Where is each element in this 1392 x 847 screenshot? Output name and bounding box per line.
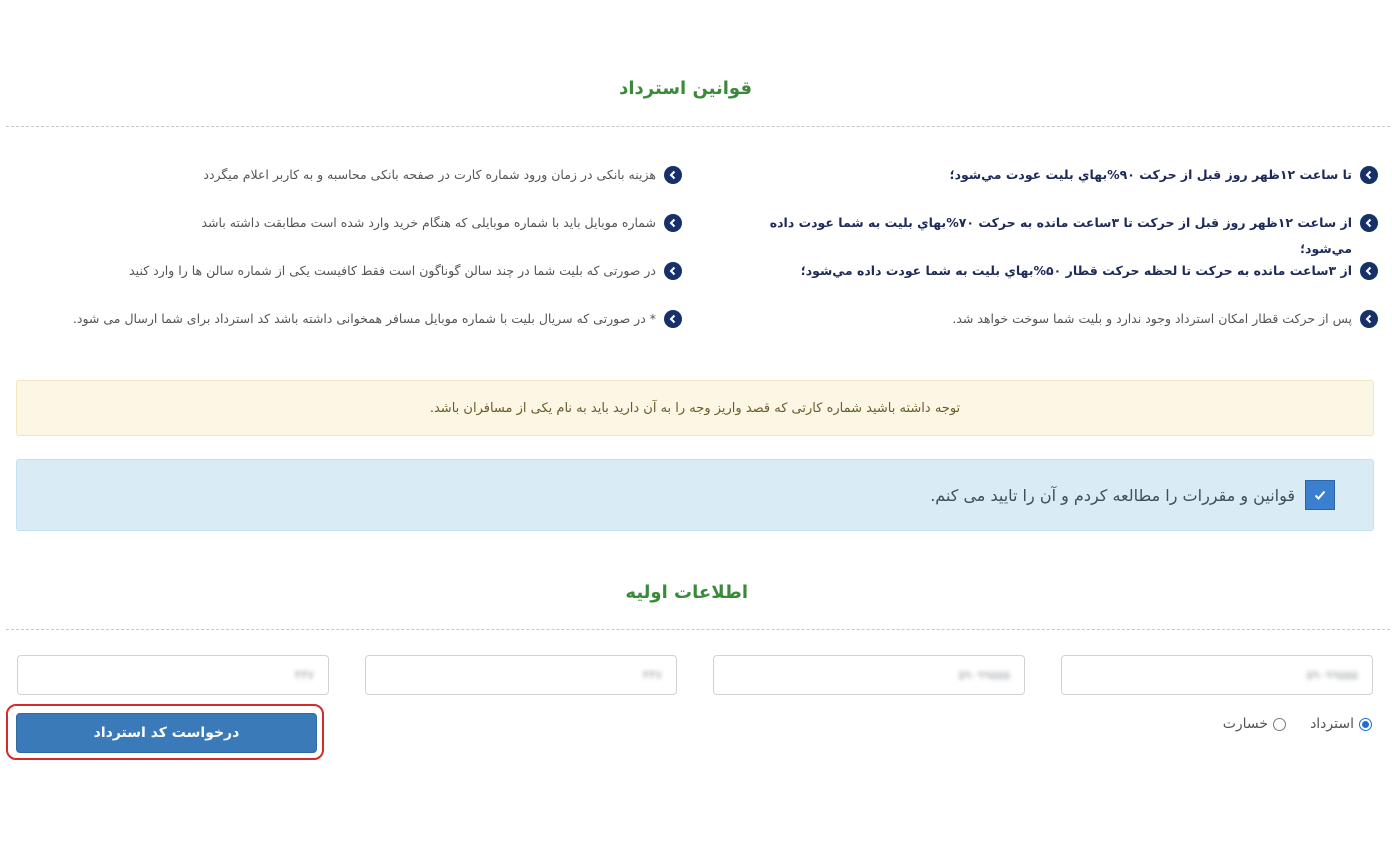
request-refund-code-button[interactable]: درخواست کد استرداد xyxy=(16,713,317,753)
note-text: شماره موبایل باید با شماره موبایلی که هنگام خرید وارد شده است مطابقت داشته باشد xyxy=(201,215,656,230)
chevron-left-icon xyxy=(1360,310,1378,328)
refund-radio-label: استرداد xyxy=(1310,716,1354,732)
chevron-left-icon xyxy=(664,214,682,232)
note-item xyxy=(42,162,682,188)
basic-info-divider xyxy=(6,629,1390,630)
note-item xyxy=(42,306,682,332)
note-text: * در صورتی که سریال بلیت با شماره موبایل مسافر همخوانی داشته باشد کد استرداد برای شما ارسال می شود. xyxy=(72,311,656,326)
rule-item xyxy=(758,306,1378,332)
rule-text: تا ساعت ۱۲ظهر روز قبل از حرکت ۹۰%بهاي بليت عودت مي‌شود؛ xyxy=(949,167,1352,182)
chevron-left-icon xyxy=(1360,262,1378,280)
warning-text: توجه داشته باشید شماره کارتی که قصد واریز وجه را به آن دارید باید به نام یکی از مسافران باشد. xyxy=(429,400,961,416)
chevron-left-icon xyxy=(664,310,682,328)
request-type-radio-group xyxy=(1223,716,1372,732)
rule-text: پس از حرکت قطار امکان استرداد وجود ندارد و بلیت شما سوخت خواهد شد. xyxy=(952,311,1352,326)
refund-radio-option[interactable] xyxy=(1310,716,1372,732)
rule-text: از ۳ساعت مانده به حرکت تا لحظه حرکت قطار ۵۰%بهاي بليت به شما عودت داده مي‌شود؛ xyxy=(800,263,1352,278)
rule-item xyxy=(738,210,1378,262)
hall-number-field[interactable]: ۴۴۷ xyxy=(17,655,329,695)
rule-text: از ساعت ۱۲ظهر روز قبل از حرکت تا ۳ساعت مانده به حرکت ۷۰%بهاي بليت به شما عودت داده مي‌شود؛ xyxy=(769,215,1352,256)
agreement-box xyxy=(16,459,1374,531)
mobile-number-field[interactable]: ۵۹۰۹۹۵۵۵ xyxy=(713,655,1025,695)
agree-terms-checkbox[interactable] xyxy=(1305,480,1335,510)
refund-radio[interactable] xyxy=(1359,718,1372,731)
note-item xyxy=(42,210,682,236)
card-number-field[interactable]: ۵۹۰۹۹۵۵۵ xyxy=(1061,655,1373,695)
note-text: در صورتی که بلیت شما در چند سالن گوناگون است فقط کافیست یکی از شماره سالن ها را وارد کنید xyxy=(129,263,656,278)
damage-radio-option[interactable] xyxy=(1223,716,1286,732)
basic-info-title: اطلاعات اولیه xyxy=(625,582,748,603)
chevron-left-icon xyxy=(664,166,682,184)
refund-rules-divider xyxy=(6,126,1390,127)
note-item xyxy=(42,258,682,284)
chevron-left-icon xyxy=(664,262,682,280)
damage-radio-label: خسارت xyxy=(1222,716,1269,732)
chevron-left-icon xyxy=(1360,166,1378,184)
damage-radio[interactable] xyxy=(1273,718,1286,731)
refund-rules-title: قوانين استرداد xyxy=(619,78,752,99)
note-text: هزینه بانکی در زمان ورود شماره کارت در صفحه بانکی محاسبه و به کاربر اعلام میگردد xyxy=(203,167,656,182)
agree-terms-label: قوانین و مقررات را مطالعه کردم و آن را تایید می کنم. xyxy=(930,485,1295,505)
card-owner-warning xyxy=(16,380,1374,436)
chevron-left-icon xyxy=(1360,214,1378,232)
rule-item xyxy=(758,162,1378,188)
rule-item xyxy=(758,258,1378,284)
agree-terms-checkbox-row[interactable] xyxy=(930,480,1335,510)
ticket-serial-field[interactable]: ۴۴۷ xyxy=(365,655,677,695)
check-icon xyxy=(1314,490,1326,500)
